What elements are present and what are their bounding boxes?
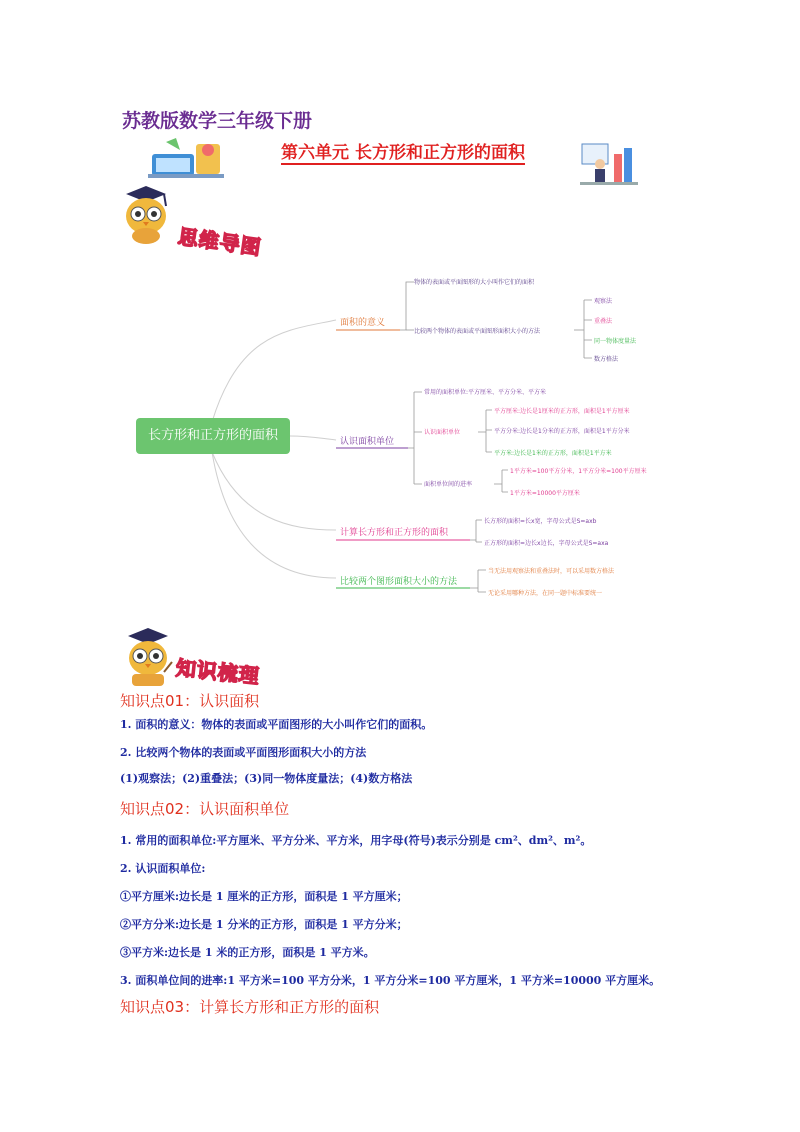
- section-heading: 知识点03：计算长方形和正方形的面积: [120, 998, 380, 1016]
- mindmap-node: 面积单位间的进率: [424, 481, 473, 488]
- section-line: 1. 面积的意义：物体的表面或平面图形的大小叫作它们的面积。: [120, 718, 433, 731]
- section-line: 3. 面积单位间的进率:1 平方米=100 平方分米，1 平方分米=100 平方厘米，1 平方米=10000 平方厘米。: [120, 974, 661, 987]
- mindmap-node: 认识面积单位: [424, 429, 461, 436]
- mindmap-branch-2: 认识面积单位: [340, 437, 395, 447]
- section-heading: 知识点02：认识面积单位: [120, 800, 290, 818]
- mindmap-node: 正方形的面积=边长x边长，字母公式是S=axa: [484, 540, 609, 547]
- knowledge-sticker: 知识梳理: [174, 655, 261, 689]
- mindmap-root: 长方形和正方形的面积: [147, 428, 278, 443]
- section-line: ①平方厘米:边长是 1 厘米的正方形，面积是 1 平方厘米；: [120, 890, 408, 903]
- section-line: 1. 常用的面积单位:平方厘米、平方分米、平方米，用字母(符号)表示分别是 cm²、dm²、m²。: [120, 834, 592, 847]
- mindmap-node: 无论采用哪种方法，在同一题中标准要统一: [488, 590, 603, 597]
- mindmap-node: 物体的表面或平面图形的大小叫作它们的面积: [414, 279, 535, 286]
- mindmap-node: 比较两个物体的表面或平面图形面积大小的方法: [414, 328, 541, 335]
- owl-teacher-mascot-icon: [122, 626, 174, 688]
- mindmap-leaf: 1平方米=100平方分米，1平方分米=100平方厘米: [510, 468, 647, 475]
- section-line: ③平方米:边长是 1 米的正方形，面积是 1 平方米。: [120, 946, 375, 959]
- section-line: ②平方分米:边长是 1 分米的正方形，面积是 1 平方分米；: [120, 918, 408, 931]
- mindmap-node: 常用的面积单位:平方厘米、平方分米、平方米: [424, 389, 547, 396]
- section-heading: 知识点01：认识面积: [120, 692, 260, 710]
- mindmap-leaf: 平方厘米:边长是1厘米的正方形，面积是1平方厘米: [494, 408, 630, 415]
- mindmap-node: 长方形的面积=长x宽，字母公式是S=axb: [484, 518, 597, 525]
- mindmap-sticker: 思维导图: [176, 224, 264, 260]
- section-line: 2. 比较两个物体的表面或平面图形面积大小的方法: [120, 746, 367, 759]
- mindmap-leaf: 数方格法: [594, 356, 619, 363]
- section-line: (1)观察法；(2)重叠法；(3)同一物体度量法；(4)数方格法: [120, 772, 413, 785]
- mindmap-leaf: 重叠法: [594, 318, 613, 325]
- mindmap-node: 当无法用观察法和重叠法时，可以采用数方格法: [488, 568, 615, 575]
- mindmap-leaf: 平方米:边长是1米的正方形，面积是1平方米: [494, 450, 612, 457]
- unit-title-text: 第六单元 长方形和正方形的面积: [281, 143, 525, 163]
- mindmap-leaf: 1平方米=10000平方厘米: [510, 490, 580, 497]
- mindmap-leaf: 平方分米:边长是1分米的正方形，面积是1平方分米: [494, 428, 630, 435]
- mindmap-leaf: 同一物体度量法: [594, 338, 637, 345]
- mindmap-branch-1: 面积的意义: [340, 318, 386, 328]
- mindmap-branch-3: 计算长方形和正方形的面积: [340, 528, 449, 538]
- section-line: 2. 认识面积单位:: [120, 862, 206, 875]
- mindmap-branch-4: 比较两个图形面积大小的方法: [340, 577, 458, 587]
- book-title: 苏教版数学三年级下册: [122, 110, 313, 132]
- mindmap-leaf: 观察法: [594, 298, 613, 305]
